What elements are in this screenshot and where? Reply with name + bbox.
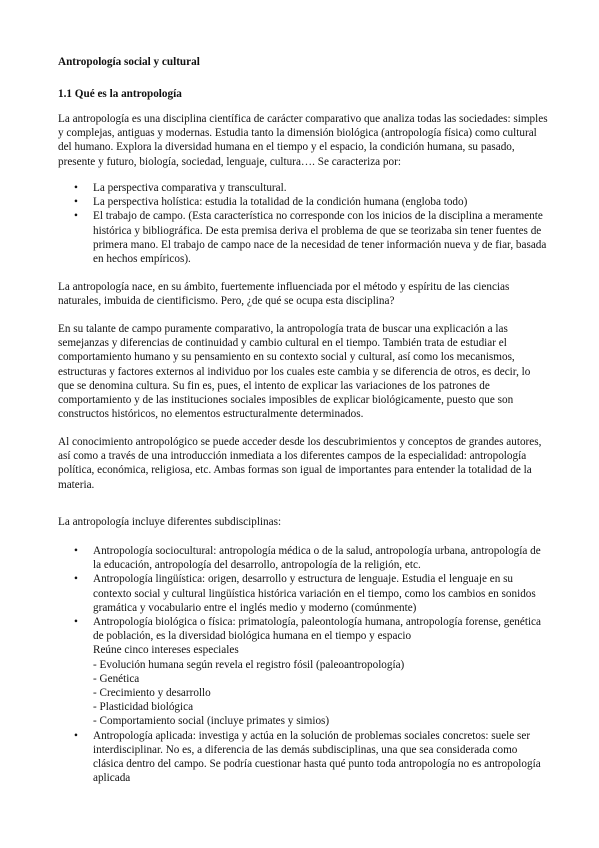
- characteristics-list: [93, 181, 548, 266]
- list-item: • Antropología aplicada: investiga y actúa en la solución de problemas sociales concretos: suele ser interdisciplinar. No es, a diferencia de las demás subdisciplinas, una que sea considerada como clásica dentro del campo. Se podría cuestionar hasta qué punto toda antropología no es antropología aplicada: [93, 729, 548, 786]
- bio-interest-item: - Comportamiento social (incluye primates y simios): [93, 715, 330, 728]
- document-title: Antropología social y cultural: [58, 56, 200, 68]
- paragraph-intro: La antropología es una disciplina científica de carácter comparativo que analiza todas las sociedades: simples y complejas, antiguas y modernas. Estudia tanto la dimensión biológica (antropología física) como cultural del humano. Explora la diversidad humana en el tiempo y el espacio, la condición humana, su pasado, presente y futuro, biología, sociedad, lenguaje, cultura…. Se caracteriza por:: [58, 113, 548, 168]
- bio-interest-item: - Genética: [93, 672, 140, 685]
- list-item: • La perspectiva holística: estudia la totalidad de la condición humana (engloba todo): [93, 195, 548, 209]
- bio-interest-item: - Evolución humana según revela el registro fósil (paleoantropología): [93, 658, 405, 671]
- bio-interest-item: - Plasticidad biológica: [93, 701, 194, 714]
- paragraph-access: Al conocimiento antropológico se puede acceder desde los descubrimientos y conceptos de grandes autores, así como a través de una introducción inmediata a los diferentes campos de la especialidad: antropología política, económica, religiosa, etc. Ambas formas son igual de importantes para entender la totalidad de la materia.: [58, 436, 542, 491]
- list-item: • La perspectiva comparativa y transcultural.: [93, 181, 548, 195]
- bio-intro: Reúne cinco intereses especiales: [93, 644, 239, 657]
- paragraph-comparative: En su talante de campo puramente comparativo, la antropología trata de buscar una explicación a las semejanzas y diferencias de continuidad y cambio cultural en el tiempo. También trata de estudiar el comportamiento humano y su pensamiento en su contexto social y cultural, así como los mecanismos, estructuras y factores externos al individuo por los cuales este cambia y se diferencia de otros, es decir, lo que se denomina cultura. Su fin es, pues, el intento de explicar las variaciones de los patrones de comportamiento y de las instituciones sociales imposibles de explicar biológicamente, puesto que son constructos históricos, no elementos estructuralmente determinados.: [58, 323, 531, 421]
- list-item: • Antropología lingüística: origen, desarrollo y estructura de lenguaje. Estudia el lenguaje en su contexto social y cultural lingüística histórica variación en el tiempo, como los cambios en sonidos gramática y vocabulario entre el inglés medio y moderno (comúnmente): [93, 572, 548, 615]
- list-item: • Antropología sociocultural: antropología médica o de la salud, antropología urbana, antropología de la educación, antropología del desarrollo, antropología de la religión, etc.: [93, 544, 548, 572]
- paragraph-origin: La antropología nace, en su ámbito, fuertemente influenciada por el método y espíritu de las ciencias naturales, imbuida de cientificismo. Pero, ¿de qué se ocupa esta disciplina?: [58, 281, 510, 308]
- list-item: • El trabajo de campo. (Esta característica no corresponde con los inicios de la disciplina a meramente histórica y bibliográfica. De esta premisa deriva el problema de que se teorizaba sin tener fuentes de primera mano. El trabajo de campo nace de la necesidad de tener información nueva y de fiar, basada en hechos empíricos).: [93, 209, 548, 266]
- paragraph-subdisciplines: La antropología incluye diferentes subdisciplinas:: [58, 516, 282, 528]
- list-item: [93, 615, 548, 729]
- section-heading: 1.1 Qué es la antropología: [58, 88, 182, 100]
- subdisciplines-list: [93, 544, 548, 785]
- bio-interest-item: - Crecimiento y desarrollo: [93, 687, 211, 700]
- list-item-text: • Antropología biológica o física: primatología, paleontología humana, antropología forense, genética de población, es la diversidad biológica humana en el tiempo y espacio: [93, 616, 541, 643]
